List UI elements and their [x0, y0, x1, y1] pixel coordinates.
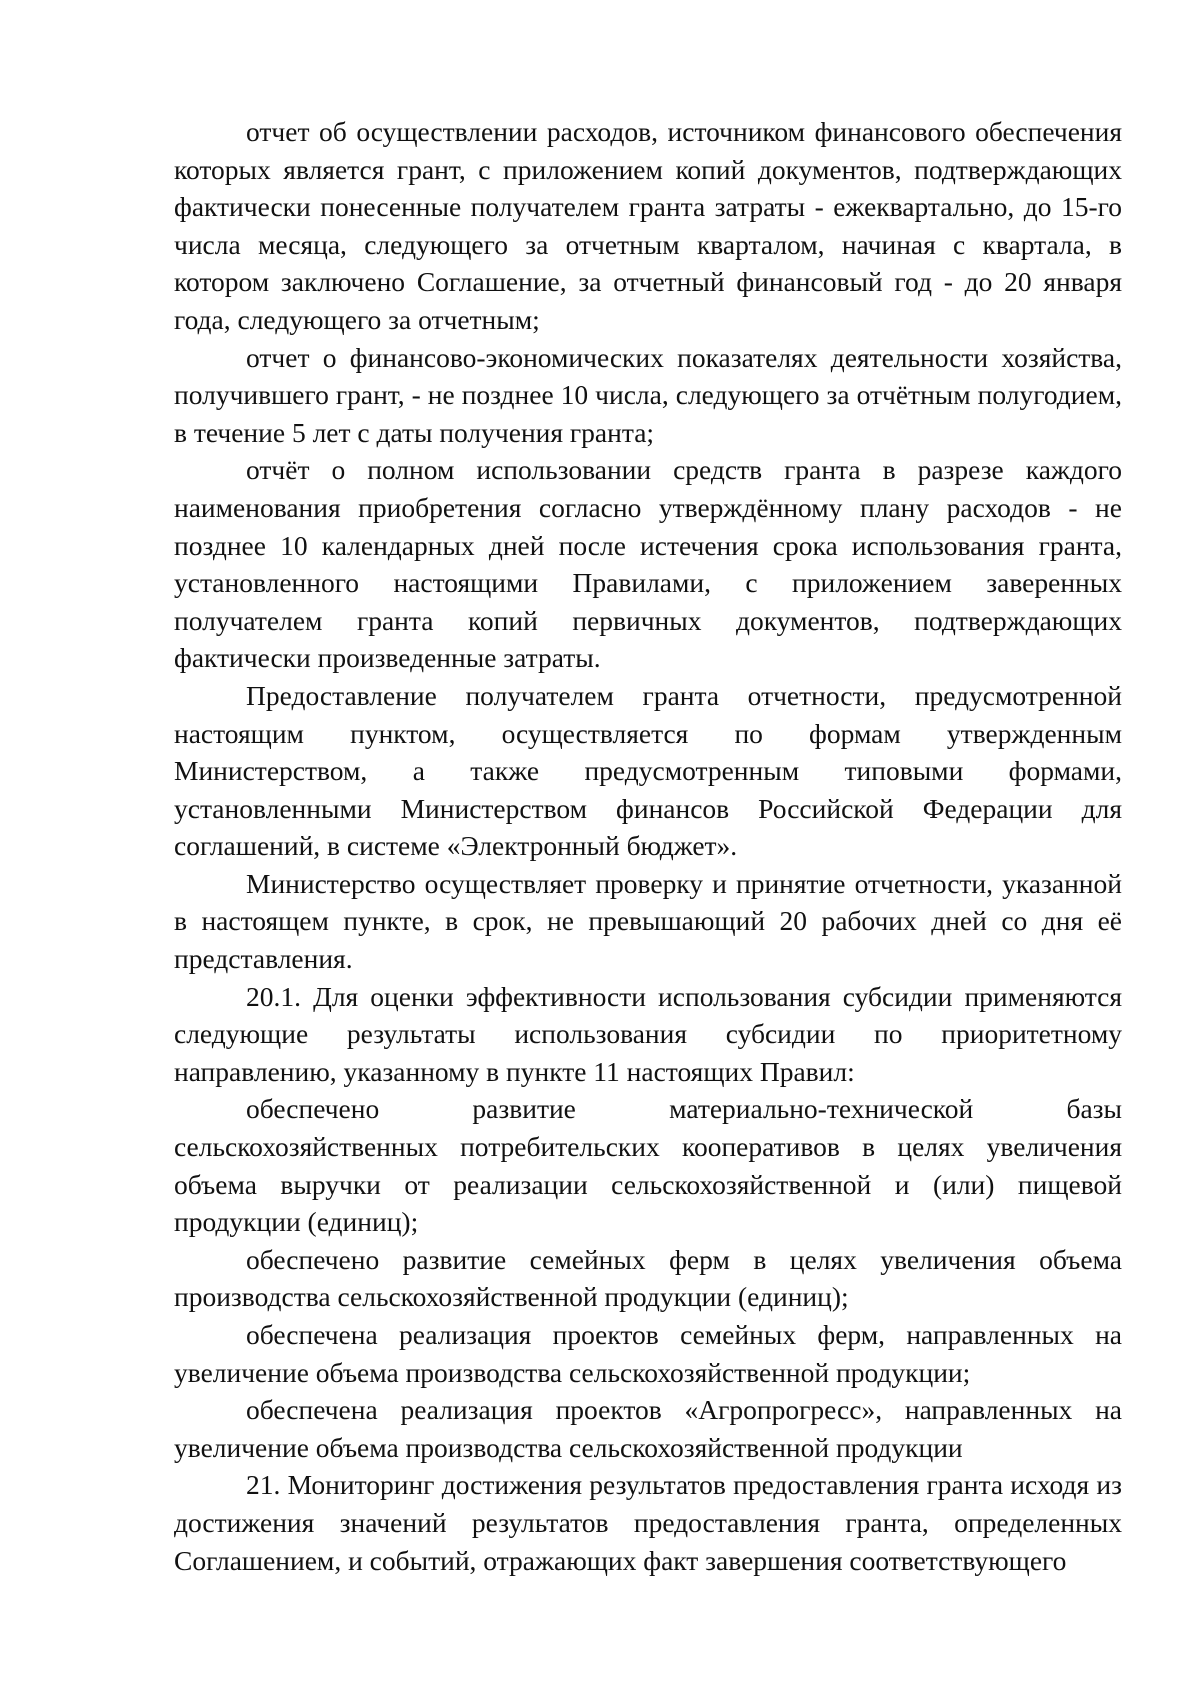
paragraph-result-agroprogress: обеспечена реализация проектов «Агропрогресс», направленных на увеличение объема производства сельскохозяйственной продукции: [174, 1394, 1122, 1463]
paragraph-result-cooperatives: обеспечено развитие материально-технической базы сельскохозяйственных потребительских кооперативов в целях увеличения объема выручки от реализации сельскохозяйственной и (или) пищевой продукции (единиц);: [174, 1093, 1122, 1238]
paragraph-report-economic-indicators: отчет о финансово-экономических показателях деятельности хозяйства, получившего грант, - не позднее 10 числа, следующего за отчётным полугодием, в течение 5 лет с даты получения гранта;: [174, 341, 1122, 448]
paragraph-section-21: 21. Мониторинг достижения результатов предоставления гранта исходя из достижения значений результатов предоставления гранта, определенных Соглашением, и событий, отражающих факт завершения соответствующего: [174, 1469, 1122, 1576]
paragraph-report-full-use: отчёт о полном использовании средств гранта в разрезе каждого наименования приобретения согласно утверждённому плану расходов - не позднее 10 календарных дней после истечения срока использования гранта, установленного настоящими Правилами, с приложением заверенных получателем гранта копий первичных документов, подтверждающих фактически произведенные затраты.: [174, 454, 1122, 674]
document-body: [174, 113, 1122, 1579]
paragraph-ministry-review: Министерство осуществляет проверку и принятие отчетности, указанной в настоящем пункте, в срок, не превышающий 20 рабочих дней со дня её представления.: [174, 867, 1122, 975]
paragraph-result-family-farms: обеспечено развитие семейных ферм в целях увеличения объема производства сельскохозяйственной продукции (единиц);: [174, 1243, 1122, 1313]
paragraph-report-expenses: отчет об осуществлении расходов, источником финансового обеспечения которых является грант, с приложением копий документов, подтверждающих фактически понесенные получателем гранта затраты - ежеквартально, до 15-го числа месяца, следующего за отчетным кварталом, начиная с квартала, в котором заключено Соглашение, за отчетный финансовый год - до 20 января года, следующего за отчетным;: [174, 116, 1122, 335]
paragraph-reporting-forms: Предоставление получателем гранта отчетности, предусмотренной настоящим пунктом, осуществляется по формам утвержденным Министерством, а также предусмотренным типовыми формами, установленными Министерством финансов Российской Федерации для соглашений, в системе «Электронный бюджет».: [174, 679, 1122, 862]
paragraph-section-20-1: 20.1. Для оценки эффективности использования субсидии применяются следующие результаты использования субсидии по приоритетному направлению, указанному в пункте 11 настоящих Правил:: [174, 980, 1122, 1087]
paragraph-result-family-farm-projects: обеспечена реализация проектов семейных ферм, направленных на увеличение объема производства сельскохозяйственной продукции;: [174, 1319, 1122, 1388]
